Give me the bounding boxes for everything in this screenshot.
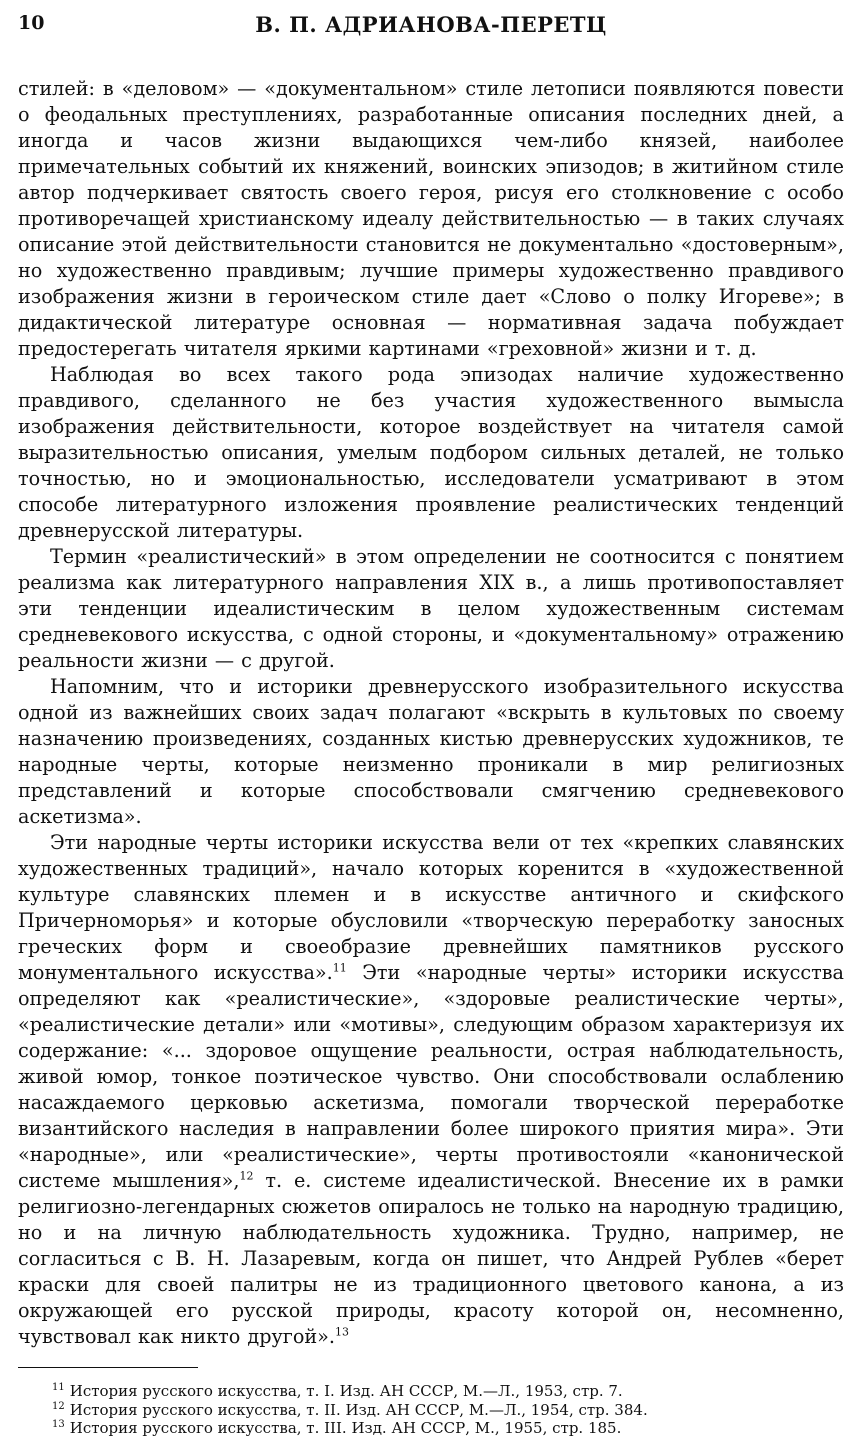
- footnote-item: [18, 1401, 844, 1420]
- footnote-number: 13: [52, 1419, 65, 1430]
- body-text: [18, 76, 844, 1350]
- paragraph-5-part-c: т. е. системе идеалистической. Внесение их в рамки религиозно-легендарных сюжетов опиралось не только на народную традицию, но и на личную наблюдательность художника. Трудно, например, не согласиться с В. Н. Лазаревым, когда он пишет, что Андрей Рублев «берет краски для своей палитры не из традиционного цветового канона, а из окружающей его русской природы, красоту которой он, несомненно, чувствовал как никто другой».: [18, 1169, 844, 1348]
- footnote-divider: [18, 1367, 198, 1368]
- paragraph-4: Напомним, что и историки древнерусского изобразительного искусства одной из важнейших своих задач полагают «вскрыть в культовых по своему назначению произведениях, созданных кистью древнерусских художников, те народные черты, которые неизменно проникали в мир религиозных представлений и которые способствовали смягчению средневекового аскетизма».: [18, 675, 844, 828]
- running-head: В. П. АДРИАНОВА-ПЕРЕТЦ: [255, 12, 607, 37]
- footnote-text: История русского искусства, т. III. Изд. АН СССР, М., 1955, стр. 185.: [69, 1419, 622, 1437]
- footnote-text: История русского искусства, т. I. Изд. АН СССР, М.—Л., 1953, стр. 7.: [69, 1382, 623, 1400]
- footnote-ref-11: 11: [332, 961, 347, 975]
- footnote-text: История русского искусства, т. II. Изд. АН СССР, М.—Л., 1954, стр. 384.: [69, 1400, 648, 1419]
- paragraph-5-part-b: Эти «народные черты» историки искусства определяют как «реалистические», «здоровые реалистические черты», «реалистические детали» или «мотивы», следующим образом характеризуя их содержание: «... здоровое ощущение реальности, острая наблюдательность, живой юмор, тонкое поэтическое чувство. Они способствовали ослаблению насаждаемого церковью аскетизма, помогали творческой переработке византийского наследия в направлении более широкого приятия мира». Эти «народные», или «реалистические», черты противостояли «канонической системе мышления»,: [18, 961, 844, 1192]
- book-page: [18, 10, 844, 1437]
- paragraph-5: [18, 830, 844, 1350]
- footnote-ref-12: 12: [239, 1169, 254, 1183]
- footnote-number: 11: [52, 1382, 65, 1393]
- paragraph-2: Наблюдая во всех такого рода эпизодах наличие художественно правдивого, сделанного не без участия художественного вымысла изображения действительности, которое воздействует на читателя самой выразительностью описания, умелым подбором сильных деталей, не только точностью, но и эмоциональностью, исследователи усматривают в этом способе литературного изложения проявление реалистических тенденций древнерусской литературы.: [18, 363, 844, 542]
- page-number: 10: [18, 12, 45, 34]
- footnotes: [18, 1382, 844, 1438]
- footnote-number: 12: [52, 1400, 65, 1412]
- footnote-ref-13: 13: [335, 1325, 349, 1339]
- page-header: [18, 10, 844, 60]
- footnote-item: [18, 1419, 844, 1438]
- footnote-item: [18, 1382, 844, 1401]
- paragraph-5-part-a: Эти народные черты историки искусства вели от тех «крепких славянских художественных традиций», начало которых коренится в «художественной культуре славянских племен и в искусстве античного и скифского Причерноморья» и которые обусловили «творческую переработку заносных греческих форм и своеобразие древнейших памятников русского монументального искусства».: [18, 831, 844, 984]
- paragraph-1: стилей: в «деловом» — «документальном» стиле летописи появляются повести о феодальных преступлениях, разработанные описания последних дней, а иногда и часов жизни выдающихся чем-либо князей, наиболее примечательных событий их княжений, воинских эпизодов; в житийном стиле автор подчеркивает святость своего героя, рисуя его столкновение с особо противоречащей христианскому идеалу действительностью — в таких случаях описание этой действительности становится не документально «достоверным», но художественно правдивым; лучшие примеры художественно правдивого изображения жизни в героическом стиле дает «Слово о полку Игореве»; в дидактической литературе основная — нормативная задача побуждает предостерегать читателя яркими картинами «греховной» жизни и т. д.: [18, 77, 844, 360]
- paragraph-3: Термин «реалистический» в этом определении не соотносится с понятием реализма как литературного направления XIX в., а лишь противопоставляет эти тенденции идеалистическим в целом художественным системам средневекового искусства, с одной стороны, и «документальному» отражению реальности жизни — с другой.: [18, 545, 844, 672]
